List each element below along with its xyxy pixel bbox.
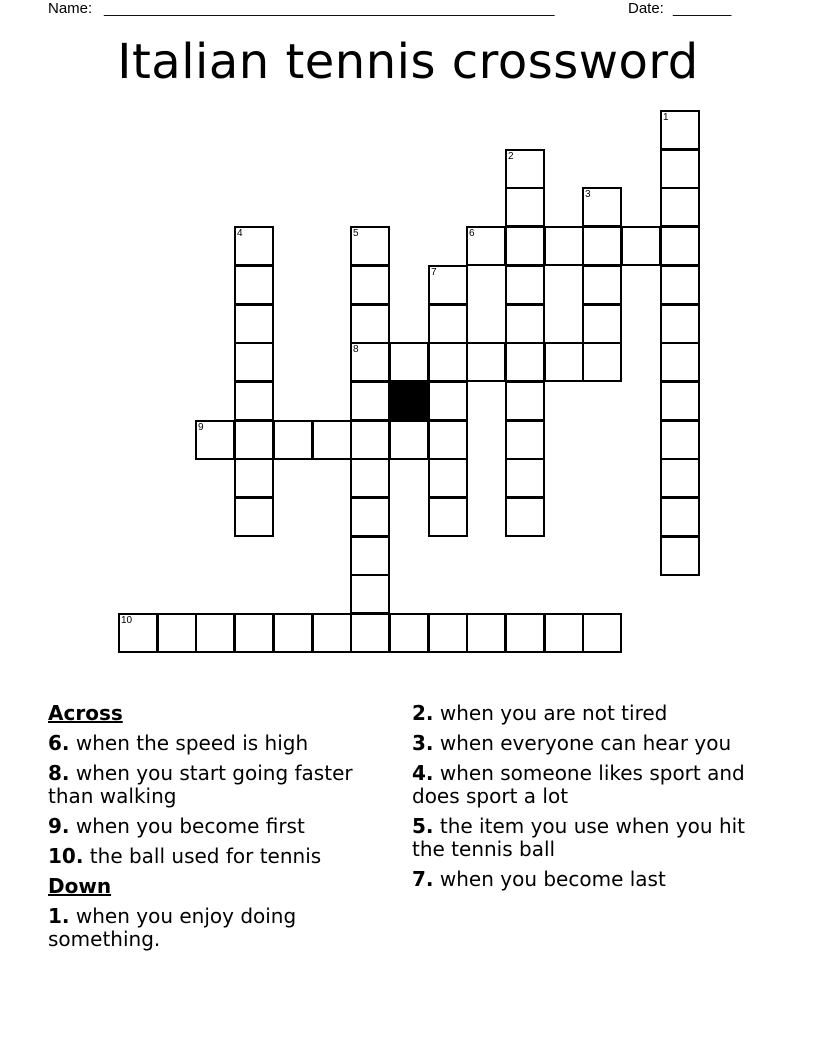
clue-number: 3. [412,731,434,755]
grid-cell[interactable] [660,304,700,344]
grid-cell[interactable] [234,458,274,498]
clue-text: when you start going faster than walking [48,761,353,808]
clue-text: when you enjoy doing something. [48,904,297,951]
grid-cell[interactable] [660,342,700,382]
clue-text: when you are not tired [439,701,668,725]
grid-cell[interactable] [350,536,390,576]
grid-cell[interactable] [273,420,313,460]
grid-cell[interactable] [389,420,429,460]
grid-cell[interactable] [466,226,506,266]
grid-cell[interactable] [234,381,274,421]
cell-number: 4 [237,228,243,239]
grid-cell[interactable] [350,304,390,344]
grid-cell[interactable] [273,613,313,653]
grid-cell[interactable] [466,613,506,653]
across-heading: Across [48,701,123,725]
clue-down-3 [412,732,772,755]
cell-number: 5 [353,228,359,239]
clue-across-8 [48,762,398,808]
grid-cell[interactable] [505,265,545,305]
clue-number: 8. [48,761,70,785]
grid-cell[interactable] [582,265,622,305]
grid-cell[interactable] [428,420,468,460]
grid-cell[interactable] [350,342,390,382]
grid-cell[interactable] [505,613,545,653]
grid-cell[interactable] [350,420,390,460]
grid-cell[interactable] [234,342,274,382]
grid-cell[interactable] [350,226,390,266]
grid-cell[interactable] [234,265,274,305]
clue-number: 4. [412,761,434,785]
clue-text: when someone likes sport and does sport a lot [412,761,745,808]
grid-cell[interactable] [505,226,545,266]
grid-cell[interactable] [234,497,274,537]
grid-cell[interactable] [660,536,700,576]
grid-cell[interactable] [428,497,468,537]
clue-down-2 [412,702,772,725]
grid-cell[interactable] [582,342,622,382]
date-field[interactable]: _______ [673,0,732,17]
grid-cell[interactable] [505,342,545,382]
clue-down-7 [412,868,772,891]
cell-number: 9 [198,422,204,433]
grid-cell[interactable] [118,613,158,653]
clues-right-column [412,702,772,898]
grid-cell[interactable] [660,420,700,460]
grid-cell[interactable] [428,304,468,344]
down-heading: Down [48,874,112,898]
grid-cell[interactable] [466,342,506,382]
grid-cell[interactable] [505,187,545,227]
grid-cell[interactable] [428,342,468,382]
grid-cell[interactable] [582,613,622,653]
grid-cell[interactable] [660,149,700,189]
clue-number: 1. [48,904,70,928]
grid-cell[interactable] [428,265,468,305]
clue-across-6 [48,732,398,755]
grid-cell[interactable] [234,420,274,460]
grid-cell[interactable] [428,458,468,498]
grid-cell[interactable] [505,458,545,498]
clue-text: when the speed is high [75,731,309,755]
name-label: Name: [48,0,93,17]
clue-text: when you become last [439,867,666,891]
grid-cell[interactable] [234,226,274,266]
grid-cell[interactable] [544,226,584,266]
grid-cell[interactable] [582,226,622,266]
grid-cell[interactable] [234,613,274,653]
grid-cell[interactable] [660,226,700,266]
grid-cell[interactable] [157,613,197,653]
grid-cell[interactable] [582,304,622,344]
clue-number: 10. [48,844,84,868]
grid-cell[interactable] [505,497,545,537]
grid-cell[interactable] [660,110,700,150]
clue-across-10 [48,845,398,868]
cell-number: 8 [353,344,359,355]
clue-down-5 [412,815,772,861]
grid-cell[interactable] [544,342,584,382]
clue-number: 2. [412,701,434,725]
grid-cell[interactable] [505,381,545,421]
date-label: Date: [628,0,664,17]
name-field[interactable]: ______________________________________________________ [104,0,555,17]
grid-cell[interactable] [582,187,622,227]
grid-cell[interactable] [350,613,390,653]
page-title: Italian tennis crossword [117,34,699,90]
grid-cell[interactable] [312,613,352,653]
grid-cell[interactable] [389,613,429,653]
clues-left-column [48,702,398,958]
clue-down-1 [48,905,398,951]
grid-cell[interactable] [660,497,700,537]
grid-cell[interactable] [350,265,390,305]
cell-number: 3 [585,189,591,200]
grid-cell[interactable] [389,342,429,382]
grid-cell[interactable] [660,265,700,305]
grid-cell[interactable] [428,613,468,653]
grid-cell[interactable] [544,613,584,653]
cell-number: 6 [469,228,475,239]
grid-cell[interactable] [350,458,390,498]
grid-cell[interactable] [621,226,661,266]
clue-text: the ball used for tennis [89,844,322,868]
grid-cell[interactable] [428,381,468,421]
clue-across-9 [48,815,398,838]
grid-cell[interactable] [660,458,700,498]
grid-cell[interactable] [312,420,352,460]
grid-cell[interactable] [350,497,390,537]
clue-text: the item you use when you hit the tennis ball [412,814,746,861]
grid-cell[interactable] [505,304,545,344]
clue-text: when you become first [75,814,305,838]
grid-cell[interactable] [350,381,390,421]
grid-cell[interactable] [660,187,700,227]
grid-cell[interactable] [505,149,545,189]
clue-number: 6. [48,731,70,755]
grid-cell[interactable] [505,420,545,460]
black-cell [389,381,429,421]
grid-cell[interactable] [660,381,700,421]
clue-number: 5. [412,814,434,838]
clue-down-4 [412,762,772,808]
clue-number: 7. [412,867,434,891]
grid-cell[interactable] [234,304,274,344]
cell-number: 10 [121,615,133,626]
clue-text: when everyone can hear you [439,731,732,755]
cell-number: 1 [663,112,669,123]
grid-cell[interactable] [195,613,235,653]
grid-cell[interactable] [350,574,390,614]
grid-cell[interactable] [195,420,235,460]
cell-number: 7 [431,267,437,278]
clue-number: 9. [48,814,70,838]
cell-number: 2 [508,151,514,162]
